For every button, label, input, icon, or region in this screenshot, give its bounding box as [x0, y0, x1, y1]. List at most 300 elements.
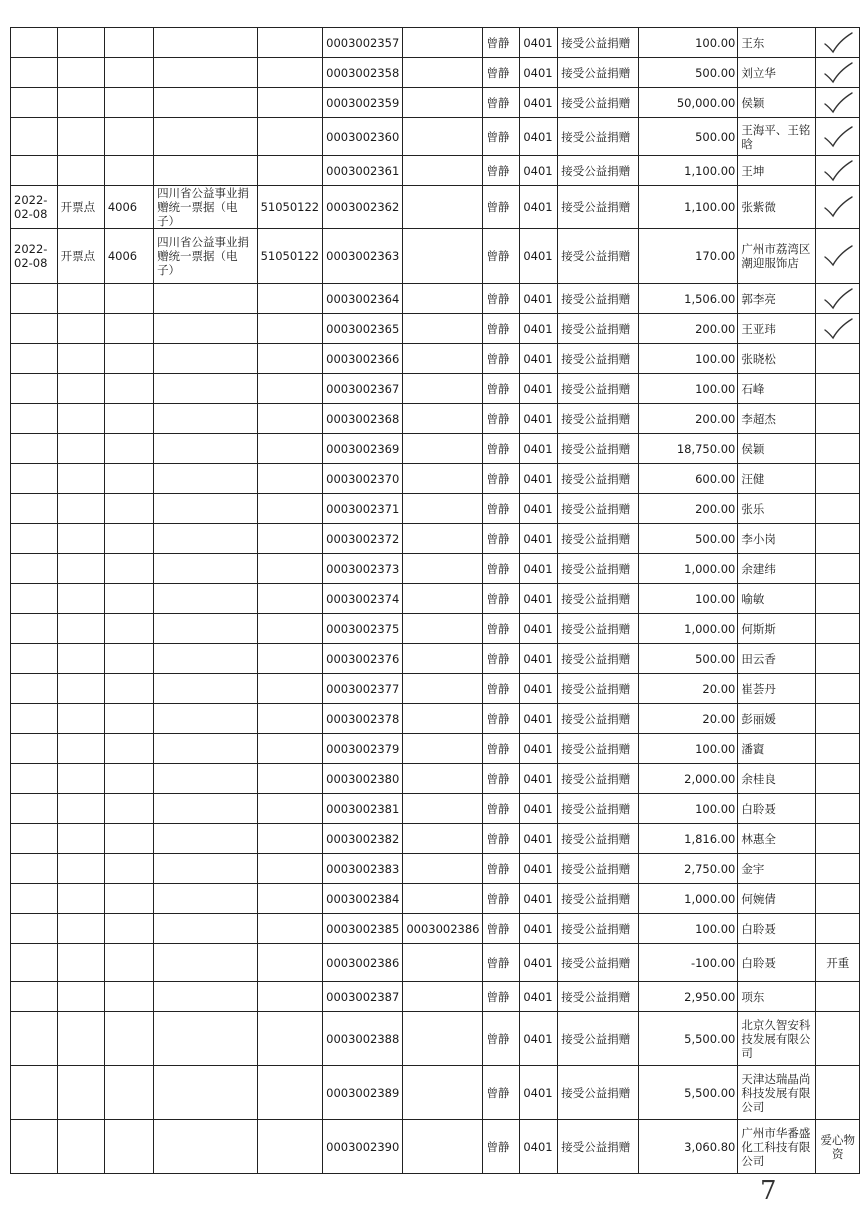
- receipt-number-cell: 0003002386: [323, 944, 403, 982]
- type-cell: [57, 118, 104, 156]
- date-cell: [11, 884, 58, 914]
- linked-number-cell: [403, 884, 483, 914]
- receipt-number-cell: 0003002384: [323, 884, 403, 914]
- amount-cell: 100.00: [638, 914, 738, 944]
- note-cell: [816, 434, 860, 464]
- description-cell: 接受公益捐赠: [558, 118, 638, 156]
- donor-cell: 李小岗: [738, 524, 816, 554]
- region-code-cell: [257, 58, 323, 88]
- linked-number-cell: [403, 88, 483, 118]
- description-cell: 接受公益捐赠: [558, 554, 638, 584]
- note-cell: [816, 764, 860, 794]
- amount-cell: 100.00: [638, 374, 738, 404]
- subject-code-cell: 0401: [520, 494, 558, 524]
- operator-cell: 曾静: [483, 1012, 520, 1066]
- code-cell: [104, 28, 153, 58]
- note-cell: [816, 554, 860, 584]
- receipt-number-cell: 0003002385: [323, 914, 403, 944]
- code-cell: [104, 914, 153, 944]
- subject-code-cell: 0401: [520, 914, 558, 944]
- note-cell: [816, 982, 860, 1012]
- subject-code-cell: 0401: [520, 28, 558, 58]
- check-mark-icon: [821, 60, 855, 86]
- date-cell: 2022-02-08: [11, 186, 58, 229]
- date-cell: [11, 944, 58, 982]
- operator-cell: 曾静: [483, 118, 520, 156]
- donor-cell: 金宇: [738, 854, 816, 884]
- date-cell: [11, 982, 58, 1012]
- receipt-number-cell: 0003002372: [323, 524, 403, 554]
- region-code-cell: [257, 464, 323, 494]
- operator-cell: 曾静: [483, 374, 520, 404]
- region-code-cell: [257, 854, 323, 884]
- donor-cell: 白聆聂: [738, 914, 816, 944]
- note-cell: 爱心物资: [816, 1120, 860, 1174]
- donor-cell: 何婉倩: [738, 884, 816, 914]
- date-cell: [11, 58, 58, 88]
- receipt-name-cell: [154, 554, 258, 584]
- amount-cell: 500.00: [638, 58, 738, 88]
- amount-cell: 170.00: [638, 229, 738, 284]
- amount-cell: 100.00: [638, 584, 738, 614]
- date-cell: [11, 914, 58, 944]
- amount-cell: 500.00: [638, 524, 738, 554]
- linked-number-cell: [403, 156, 483, 186]
- type-cell: [57, 434, 104, 464]
- type-cell: [57, 374, 104, 404]
- note-cell: [816, 734, 860, 764]
- table-row: [11, 884, 860, 914]
- linked-number-cell: [403, 58, 483, 88]
- receipt-number-cell: 0003002360: [323, 118, 403, 156]
- donor-cell: 刘立华: [738, 58, 816, 88]
- subject-code-cell: 0401: [520, 156, 558, 186]
- code-cell: [104, 704, 153, 734]
- description-cell: 接受公益捐赠: [558, 1120, 638, 1174]
- subject-code-cell: 0401: [520, 764, 558, 794]
- operator-cell: 曾静: [483, 404, 520, 434]
- description-cell: 接受公益捐赠: [558, 704, 638, 734]
- receipt-number-cell: 0003002359: [323, 88, 403, 118]
- region-code-cell: [257, 88, 323, 118]
- subject-code-cell: 0401: [520, 88, 558, 118]
- linked-number-cell: [403, 118, 483, 156]
- table-row: [11, 434, 860, 464]
- table-row: [11, 914, 860, 944]
- donor-cell: 王东: [738, 28, 816, 58]
- table-row: [11, 614, 860, 644]
- table-row: [11, 674, 860, 704]
- note-cell: [816, 118, 860, 156]
- check-mark-icon: [821, 158, 855, 184]
- amount-cell: 1,100.00: [638, 186, 738, 229]
- subject-code-cell: 0401: [520, 824, 558, 854]
- description-cell: 接受公益捐赠: [558, 1012, 638, 1066]
- region-code-cell: [257, 884, 323, 914]
- note-cell: [816, 186, 860, 229]
- description-cell: 接受公益捐赠: [558, 404, 638, 434]
- operator-cell: 曾静: [483, 1120, 520, 1174]
- date-cell: [11, 494, 58, 524]
- linked-number-cell: [403, 982, 483, 1012]
- type-cell: [57, 524, 104, 554]
- linked-number-cell: [403, 554, 483, 584]
- type-cell: 开票点: [57, 229, 104, 284]
- operator-cell: 曾静: [483, 614, 520, 644]
- donor-cell: 广州市华番盛化工科技有限公司: [738, 1120, 816, 1174]
- region-code-cell: [257, 1066, 323, 1120]
- type-cell: [57, 464, 104, 494]
- operator-cell: 曾静: [483, 524, 520, 554]
- linked-number-cell: [403, 764, 483, 794]
- code-cell: [104, 404, 153, 434]
- receipt-number-cell: 0003002381: [323, 794, 403, 824]
- code-cell: [104, 734, 153, 764]
- note-cell: [816, 464, 860, 494]
- note-cell: [816, 884, 860, 914]
- date-cell: [11, 404, 58, 434]
- code-cell: [104, 88, 153, 118]
- table-row: [11, 58, 860, 88]
- receipt-name-cell: [154, 794, 258, 824]
- table-row: [11, 1066, 860, 1120]
- description-cell: 接受公益捐赠: [558, 284, 638, 314]
- description-cell: 接受公益捐赠: [558, 374, 638, 404]
- table-row: [11, 156, 860, 186]
- date-cell: [11, 314, 58, 344]
- type-cell: [57, 494, 104, 524]
- receipt-number-cell: 0003002357: [323, 28, 403, 58]
- description-cell: 接受公益捐赠: [558, 88, 638, 118]
- type-cell: [57, 614, 104, 644]
- code-cell: [104, 1120, 153, 1174]
- amount-cell: 5,500.00: [638, 1012, 738, 1066]
- amount-cell: 200.00: [638, 494, 738, 524]
- code-cell: [104, 854, 153, 884]
- linked-number-cell: [403, 854, 483, 884]
- code-cell: [104, 982, 153, 1012]
- receipt-name-cell: [154, 674, 258, 704]
- date-cell: [11, 704, 58, 734]
- operator-cell: 曾静: [483, 794, 520, 824]
- receipt-number-cell: 0003002374: [323, 584, 403, 614]
- amount-cell: 100.00: [638, 794, 738, 824]
- note-cell: [816, 404, 860, 434]
- code-cell: [104, 118, 153, 156]
- receipt-name-cell: [154, 494, 258, 524]
- date-cell: [11, 674, 58, 704]
- donor-cell: 崔荟丹: [738, 674, 816, 704]
- code-cell: [104, 764, 153, 794]
- donor-cell: 何斯斯: [738, 614, 816, 644]
- amount-cell: 5,500.00: [638, 1066, 738, 1120]
- receipt-name-cell: [154, 854, 258, 884]
- code-cell: [104, 884, 153, 914]
- operator-cell: 曾静: [483, 944, 520, 982]
- type-cell: [57, 58, 104, 88]
- check-mark-icon: [821, 194, 855, 220]
- description-cell: 接受公益捐赠: [558, 914, 638, 944]
- note-cell: [816, 284, 860, 314]
- subject-code-cell: 0401: [520, 982, 558, 1012]
- amount-cell: 500.00: [638, 644, 738, 674]
- date-cell: [11, 156, 58, 186]
- donor-cell: 李超杰: [738, 404, 816, 434]
- donor-cell: 田云香: [738, 644, 816, 674]
- subject-code-cell: 0401: [520, 1012, 558, 1066]
- type-cell: [57, 854, 104, 884]
- receipt-name-cell: [154, 914, 258, 944]
- receipt-name-cell: [154, 1120, 258, 1174]
- operator-cell: 曾静: [483, 674, 520, 704]
- linked-number-cell: [403, 28, 483, 58]
- subject-code-cell: 0401: [520, 344, 558, 374]
- date-cell: [11, 524, 58, 554]
- linked-number-cell: [403, 464, 483, 494]
- code-cell: [104, 344, 153, 374]
- linked-number-cell: 0003002386: [403, 914, 483, 944]
- amount-cell: 1,000.00: [638, 884, 738, 914]
- receipt-name-cell: 四川省公益事业捐赠统一票据（电子）: [154, 229, 258, 284]
- date-cell: [11, 644, 58, 674]
- note-cell: [816, 524, 860, 554]
- receipt-name-cell: [154, 584, 258, 614]
- date-cell: [11, 464, 58, 494]
- note-cell: [816, 1066, 860, 1120]
- table-row: [11, 118, 860, 156]
- donor-cell: 张乐: [738, 494, 816, 524]
- table-row: [11, 644, 860, 674]
- code-cell: [104, 464, 153, 494]
- linked-number-cell: [403, 1012, 483, 1066]
- operator-cell: 曾静: [483, 344, 520, 374]
- subject-code-cell: 0401: [520, 374, 558, 404]
- receipt-number-cell: 0003002371: [323, 494, 403, 524]
- date-cell: 2022-02-08: [11, 229, 58, 284]
- receipt-number-cell: 0003002363: [323, 229, 403, 284]
- receipt-name-cell: [154, 156, 258, 186]
- description-cell: 接受公益捐赠: [558, 464, 638, 494]
- page-number: 7: [760, 1176, 777, 1206]
- amount-cell: 2,000.00: [638, 764, 738, 794]
- receipt-number-cell: 0003002390: [323, 1120, 403, 1174]
- receipt-name-cell: [154, 704, 258, 734]
- amount-cell: 1,816.00: [638, 824, 738, 854]
- code-cell: [104, 284, 153, 314]
- receipt-name-cell: [154, 344, 258, 374]
- table-row: [11, 524, 860, 554]
- amount-cell: 1,100.00: [638, 156, 738, 186]
- code-cell: [104, 156, 153, 186]
- receipt-name-cell: [154, 118, 258, 156]
- note-cell: [816, 584, 860, 614]
- subject-code-cell: 0401: [520, 944, 558, 982]
- code-cell: 4006: [104, 229, 153, 284]
- date-cell: [11, 1012, 58, 1066]
- description-cell: 接受公益捐赠: [558, 614, 638, 644]
- receipt-name-cell: [154, 434, 258, 464]
- note-cell: [816, 28, 860, 58]
- table-row: [11, 764, 860, 794]
- type-cell: [57, 824, 104, 854]
- type-cell: [57, 884, 104, 914]
- operator-cell: 曾静: [483, 854, 520, 884]
- receipt-name-cell: [154, 644, 258, 674]
- amount-cell: 1,506.00: [638, 284, 738, 314]
- code-cell: 4006: [104, 186, 153, 229]
- region-code-cell: [257, 644, 323, 674]
- receipt-name-cell: [154, 734, 258, 764]
- region-code-cell: [257, 824, 323, 854]
- code-cell: [104, 944, 153, 982]
- description-cell: 接受公益捐赠: [558, 186, 638, 229]
- linked-number-cell: [403, 614, 483, 644]
- receipt-number-cell: 0003002361: [323, 156, 403, 186]
- operator-cell: 曾静: [483, 584, 520, 614]
- code-cell: [104, 494, 153, 524]
- amount-cell: 1,000.00: [638, 554, 738, 584]
- region-code-cell: [257, 524, 323, 554]
- note-cell: [816, 314, 860, 344]
- table-row: [11, 854, 860, 884]
- linked-number-cell: [403, 434, 483, 464]
- type-cell: [57, 734, 104, 764]
- operator-cell: 曾静: [483, 314, 520, 344]
- receipt-number-cell: 0003002375: [323, 614, 403, 644]
- linked-number-cell: [403, 186, 483, 229]
- donor-cell: 白聆聂: [738, 944, 816, 982]
- note-cell: [816, 374, 860, 404]
- receipt-name-cell: [154, 58, 258, 88]
- description-cell: 接受公益捐赠: [558, 229, 638, 284]
- receipt-number-cell: 0003002369: [323, 434, 403, 464]
- operator-cell: 曾静: [483, 554, 520, 584]
- operator-cell: 曾静: [483, 644, 520, 674]
- check-mark-icon: [821, 316, 855, 342]
- amount-cell: 50,000.00: [638, 88, 738, 118]
- code-cell: [104, 614, 153, 644]
- region-code-cell: [257, 118, 323, 156]
- region-code-cell: [257, 794, 323, 824]
- subject-code-cell: 0401: [520, 229, 558, 284]
- description-cell: 接受公益捐赠: [558, 824, 638, 854]
- note-cell: [816, 914, 860, 944]
- table-row: [11, 704, 860, 734]
- table-row: [11, 494, 860, 524]
- amount-cell: 600.00: [638, 464, 738, 494]
- table-row: [11, 1120, 860, 1174]
- receipt-number-cell: 0003002387: [323, 982, 403, 1012]
- receipt-name-cell: [154, 824, 258, 854]
- region-code-cell: [257, 434, 323, 464]
- date-cell: [11, 118, 58, 156]
- type-cell: [57, 28, 104, 58]
- receipt-number-cell: 0003002382: [323, 824, 403, 854]
- subject-code-cell: 0401: [520, 186, 558, 229]
- subject-code-cell: 0401: [520, 794, 558, 824]
- amount-cell: 1,000.00: [638, 614, 738, 644]
- donor-cell: 侯颖: [738, 88, 816, 118]
- donor-cell: 王海平、王铭晗: [738, 118, 816, 156]
- note-cell: [816, 494, 860, 524]
- receipt-number-cell: 0003002388: [323, 1012, 403, 1066]
- note-cell: [816, 1012, 860, 1066]
- table-row: [11, 584, 860, 614]
- linked-number-cell: [403, 794, 483, 824]
- region-code-cell: [257, 494, 323, 524]
- receipt-number-cell: 0003002383: [323, 854, 403, 884]
- receipt-number-cell: 0003002366: [323, 344, 403, 374]
- date-cell: [11, 28, 58, 58]
- date-cell: [11, 344, 58, 374]
- subject-code-cell: 0401: [520, 674, 558, 704]
- description-cell: 接受公益捐赠: [558, 734, 638, 764]
- donor-cell: 余桂良: [738, 764, 816, 794]
- type-cell: [57, 1066, 104, 1120]
- table-row: [11, 344, 860, 374]
- operator-cell: 曾静: [483, 914, 520, 944]
- subject-code-cell: 0401: [520, 524, 558, 554]
- note-cell: [816, 644, 860, 674]
- receipt-name-cell: [154, 1012, 258, 1066]
- table-row: [11, 464, 860, 494]
- amount-cell: 100.00: [638, 344, 738, 374]
- date-cell: [11, 824, 58, 854]
- code-cell: [104, 794, 153, 824]
- linked-number-cell: [403, 674, 483, 704]
- check-mark-icon: [821, 286, 855, 312]
- region-code-cell: [257, 314, 323, 344]
- linked-number-cell: [403, 1066, 483, 1120]
- subject-code-cell: 0401: [520, 1120, 558, 1174]
- linked-number-cell: [403, 824, 483, 854]
- donation-ledger-table: [10, 27, 860, 1174]
- note-cell: [816, 854, 860, 884]
- region-code-cell: 51050122: [257, 186, 323, 229]
- description-cell: 接受公益捐赠: [558, 28, 638, 58]
- table-row: [11, 28, 860, 58]
- subject-code-cell: 0401: [520, 554, 558, 584]
- date-cell: [11, 1120, 58, 1174]
- operator-cell: 曾静: [483, 734, 520, 764]
- amount-cell: 18,750.00: [638, 434, 738, 464]
- receipt-name-cell: [154, 1066, 258, 1120]
- subject-code-cell: 0401: [520, 314, 558, 344]
- subject-code-cell: 0401: [520, 118, 558, 156]
- table-row: [11, 1012, 860, 1066]
- type-cell: [57, 644, 104, 674]
- receipt-name-cell: [154, 884, 258, 914]
- date-cell: [11, 614, 58, 644]
- note-cell: 开重: [816, 944, 860, 982]
- check-mark-icon: [821, 30, 855, 56]
- amount-cell: 500.00: [638, 118, 738, 156]
- amount-cell: -100.00: [638, 944, 738, 982]
- type-cell: [57, 674, 104, 704]
- receipt-number-cell: 0003002377: [323, 674, 403, 704]
- table-row: [11, 186, 860, 229]
- description-cell: 接受公益捐赠: [558, 584, 638, 614]
- description-cell: 接受公益捐赠: [558, 524, 638, 554]
- type-cell: [57, 764, 104, 794]
- operator-cell: 曾静: [483, 434, 520, 464]
- receipt-name-cell: [154, 764, 258, 794]
- table-row: [11, 314, 860, 344]
- receipt-name-cell: [154, 982, 258, 1012]
- code-cell: [104, 674, 153, 704]
- note-cell: [816, 674, 860, 704]
- description-cell: 接受公益捐赠: [558, 1066, 638, 1120]
